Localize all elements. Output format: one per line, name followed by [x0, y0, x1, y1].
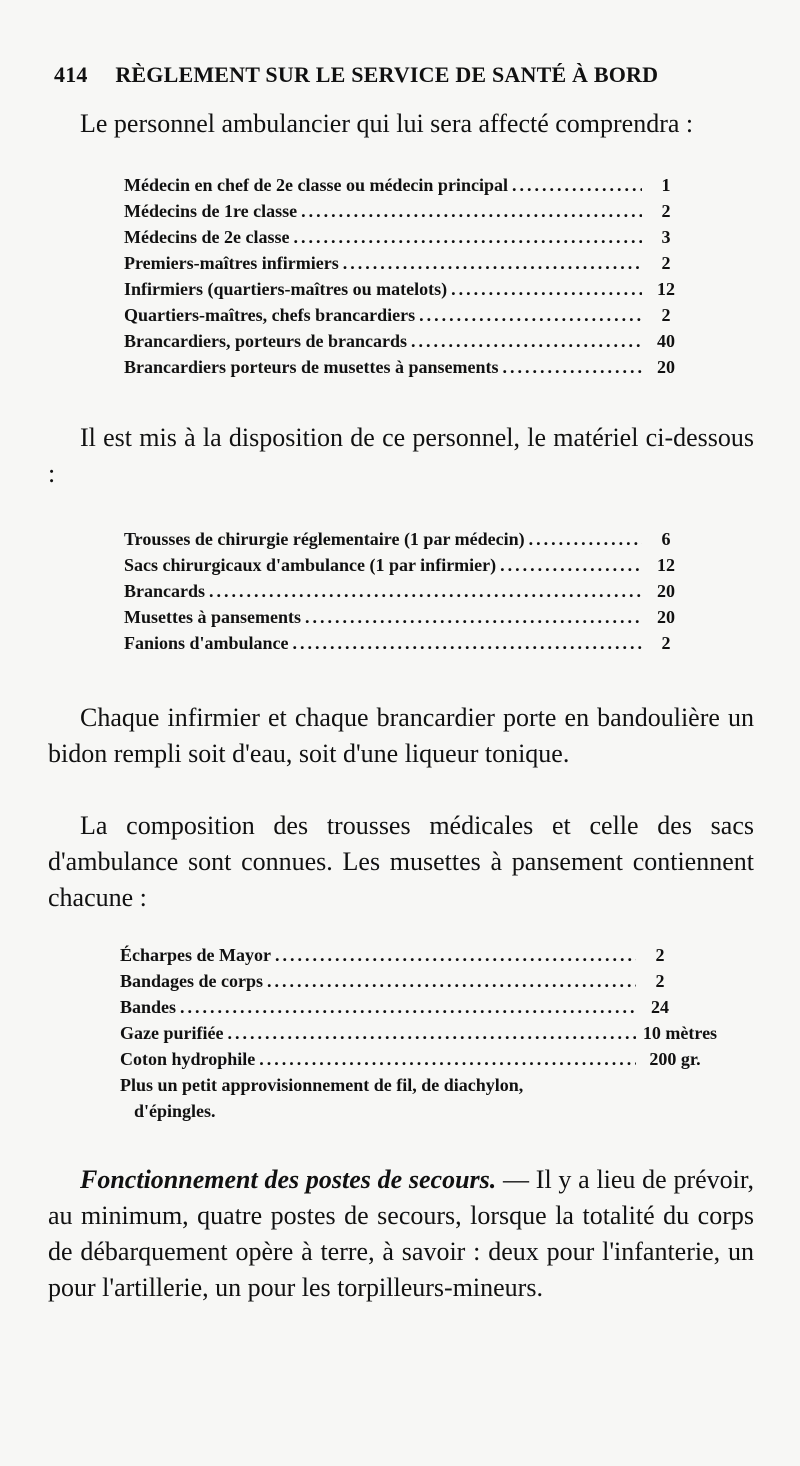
- personnel-list: [124, 172, 686, 380]
- list-item: Brancardiers porteurs de musettes à pansements ..... 20: [124, 354, 686, 380]
- list-item: Trousses de chirurgie réglementaire (1 par médecin) ..... 6: [124, 526, 686, 552]
- list-item-note: Plus un petit approvisionnement de fil, de diachylon, d'épingles.: [120, 1075, 524, 1121]
- intro-materiel: Il est mis à la disposition de ce personnel, le matériel ci-dessous :: [48, 423, 754, 488]
- list-item: Médecin en chef de 2e classe ou médecin principal ..... 1: [124, 172, 686, 198]
- section-postes-secours: Fonctionnement des postes de secours. — Il y a lieu de prévoir, au minimum, quatre postes de secours, lorsque la totalité du corps de débarquement opère à terre, à savoir : deux pour l'infanterie, un pour l'artillerie, un pour les torpilleurs-mineurs.: [48, 1165, 754, 1302]
- list-item: Musettes à pansements ..... 20: [124, 604, 686, 630]
- list-item: Brancardiers, porteurs de brancards ..... 40: [124, 328, 686, 354]
- list-item: Sacs chirurgicaux d'ambulance (1 par infirmier) ..... 12: [124, 552, 686, 578]
- section-text: Il y a lieu de prévoir, au minimum, quatre postes de secours, lorsque la totalité du corps de débarquement opère à terre, à savoir : deux pour l'infanterie, un pour l'artillerie, un pour les torpilleurs-mineurs.: [48, 1165, 754, 1302]
- list-item: Premiers-maîtres infirmiers ..... 2: [124, 250, 686, 276]
- section-heading: Fonctionnement des postes de secours.: [80, 1165, 497, 1194]
- list-item: Médecins de 2e classe ..... 3: [124, 224, 686, 250]
- list-item: Écharpes de Mayor ..... 2: [120, 942, 680, 968]
- paragraph-bidon: Chaque infirmier et chaque brancardier porte en bandoulière un bidon rempli soit d'eau, soit d'une liqueur tonique.: [48, 703, 754, 768]
- list-item: Coton hydrophile ..... 200 gr.: [120, 1046, 710, 1072]
- list-item: Quartiers-maîtres, chefs brancardiers ..... 2: [124, 302, 686, 328]
- page-number: 414: [54, 62, 88, 87]
- list-item: Brancards ..... 20: [124, 578, 686, 604]
- intro-personnel: Le personnel ambulancier qui lui sera affecté comprendra :: [80, 109, 694, 138]
- materiel-list: [124, 526, 686, 656]
- paragraph-composition: La composition des trousses médicales et celle des sacs d'ambulance sont connues. Les musettes à pansement contiennent chacune :: [48, 811, 754, 912]
- musettes-list: [120, 942, 720, 1124]
- list-item: Bandes ..... 24: [120, 994, 680, 1020]
- running-title: RÈGLEMENT SUR LE SERVICE DE SANTÉ À BORD: [115, 62, 659, 87]
- list-item: Fanions d'ambulance ..... 2: [124, 630, 686, 656]
- list-item: Gaze purifiée ..... 10 mètres: [120, 1020, 720, 1046]
- list-item: Bandages de corps ..... 2: [120, 968, 680, 994]
- list-item: Infirmiers (quartiers-maîtres ou matelots) ..... 12: [124, 276, 686, 302]
- list-item: Médecins de 1re classe ..... 2: [124, 198, 686, 224]
- running-header: [54, 62, 754, 88]
